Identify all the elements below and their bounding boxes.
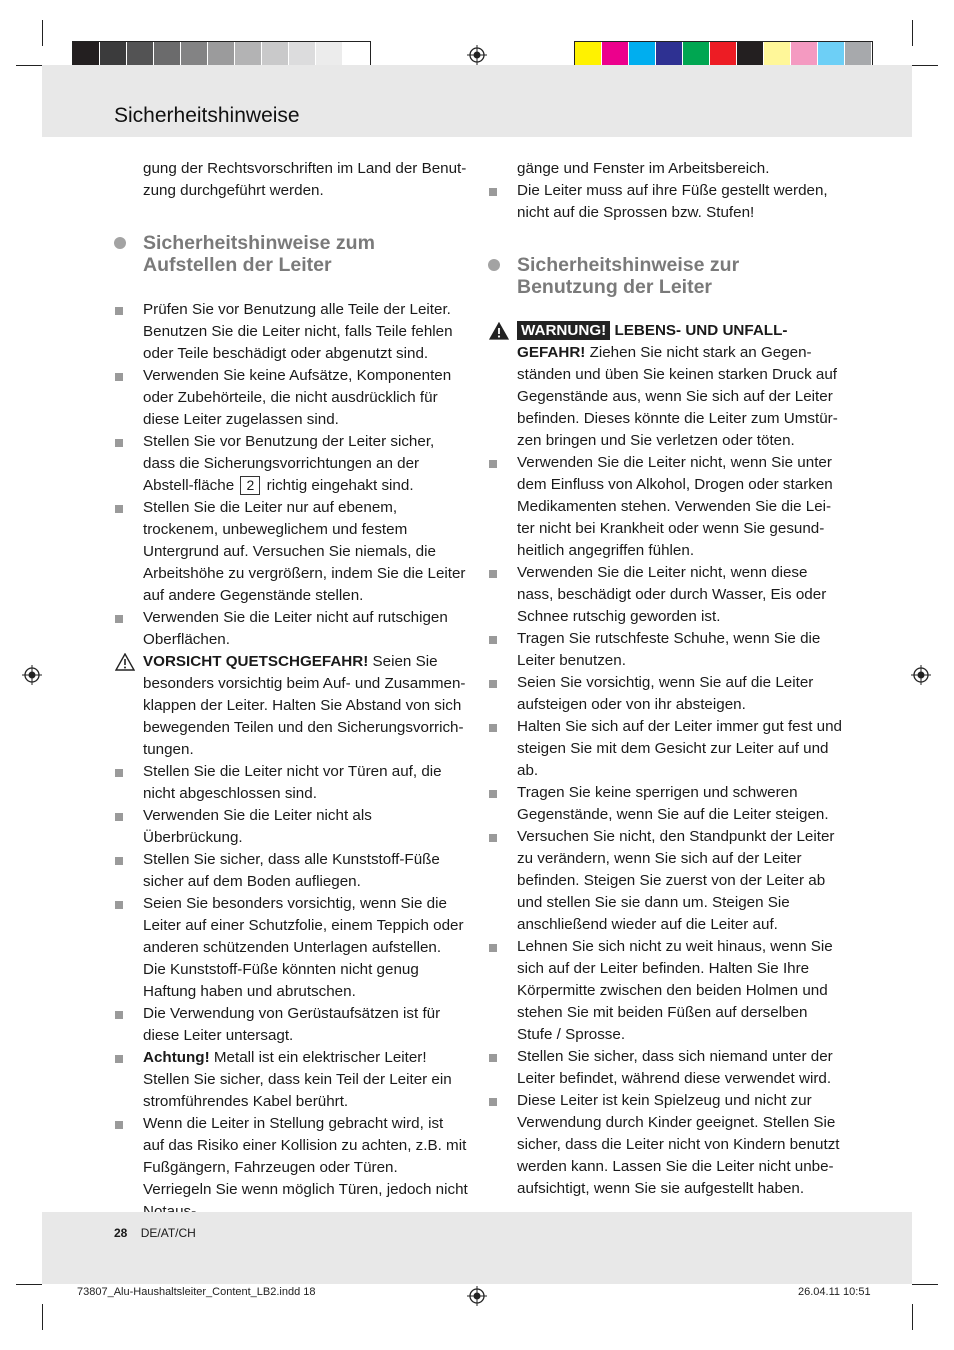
list-item: Die Leiter muss auf ihre Füße gestellt werden, nicht auf die Sprossen bzw. Stufen! [517, 180, 842, 224]
registration-mark-icon [911, 665, 931, 685]
list-item: Verwenden Sie die Leiter nicht auf rutschigen Oberflächen. [143, 607, 468, 651]
list-item: Prüfen Sie vor Benutzung alle Teile der Leiter. Benutzen Sie die Leiter nicht, falls Teile fehlen oder Teile beschädigt oder abgenutzt sind. [143, 299, 468, 365]
page-title: Sicherheitshinweise [114, 104, 300, 127]
page-number: 28 [114, 1226, 128, 1240]
left-column [143, 158, 468, 1223]
list-item: Verwenden Sie die Leiter nicht, wenn Sie unter dem Einfluss von Alkohol, Drogen oder starken Medikamenten stehen. Verwenden Sie die Lei-ter nicht bei Krankheit oder wenn Sie gesund-heitlich angegriffen fühlen. [517, 452, 842, 562]
page-footer [114, 1226, 196, 1240]
list-item: Seien Sie vorsichtig, wenn Sie auf die Leiter aufsteigen oder von ihr absteigen. [517, 672, 842, 716]
section-heading-setup: Sicherheitshinweise zum Aufstellen der Leiter [143, 232, 468, 276]
continued-text: gung der Rechtsvorschriften im Land der Benut-zung durchgeführt werden. [143, 160, 467, 199]
list-item [143, 431, 468, 497]
warning-block [517, 320, 842, 452]
continued-text: gänge und Fenster im Arbeitsbereich. [517, 160, 770, 177]
warning-text: Ziehen Sie nicht stark an Gegen-ständen und üben Sie keinen starken Druck auf Gegenstände aus, wenn Sie sich auf der Leiter befinden. Dieses könnte die Leiter zum Umstür-zen bringen und Sie verletzen oder töten. [517, 344, 838, 449]
attention-label: Achtung! [143, 1049, 210, 1066]
registration-mark-icon [467, 1286, 487, 1306]
list-item: Halten Sie sich auf der Leiter immer gut fest und steigen Sie mit dem Gesicht zur Leiter auf und ab. [517, 716, 842, 782]
list-item: Tragen Sie rutschfeste Schuhe, wenn Sie die Leiter benutzen. [517, 628, 842, 672]
list-item: Verwenden Sie die Leiter nicht, wenn diese nass, beschädigt oder durch Wasser, Eis oder Schnee rutschig geworden ist. [517, 562, 842, 628]
registration-mark-icon [467, 45, 487, 65]
list-item: Stellen Sie die Leiter nur auf ebenem, trockenem, unbeweglichem und festem Untergrund auf. Versuchen Sie niemals, die Arbeitshöhe zu vergrößern, indem Sie die Leiter auf andere Gegenstände stellen. [143, 497, 468, 607]
caution-label: VORSICHT QUETSCHGEFAHR! [143, 653, 369, 670]
attention-text: Metall ist ein elektrischer Leiter! Stellen Sie sicher, dass kein Teil der Leiter ein stromführendes Kabel berührt. [143, 1049, 452, 1110]
region-label: DE/AT/CH [140, 1226, 196, 1240]
list-item: Stellen Sie die Leiter nicht vor Türen auf, die nicht abgeschlossen sind. [143, 761, 468, 805]
section-heading-use: Sicherheitshinweise zur Benutzung der Leiter [517, 254, 842, 298]
list-item: Die Verwendung von Gerüstaufsätzen ist für diese Leiter untersagt. [143, 1003, 468, 1047]
right-column [517, 158, 842, 1200]
list-item: Lehnen Sie sich nicht zu weit hinaus, wenn Sie sich auf der Leiter befinden. Halten Sie Ihre Körpermitte zwischen den beiden Holmen und stehen Sie mit beiden Füßen auf derselben Stufe / Sprosse. [517, 936, 842, 1046]
warning-triangle-icon [115, 653, 135, 671]
warning-badge: WARNUNG! [517, 321, 610, 340]
list-item: Diese Leiter ist kein Spielzeug und nicht zur Verwendung durch Kinder geeignet. Stellen Sie sicher, dass die Leiter nicht von Kindern benutzt werden kann. Lassen Sie die Leiter nicht unbe-aufsichtigt, wenn Sie sie aufgestellt haben. [517, 1090, 842, 1200]
list-item-text: Stellen Sie vor Benutzung der Leiter sicher, dass die Sicherungsvorrichtungen an der Abstell-fläche [143, 433, 435, 494]
print-date: 26.04.11 10:51 [798, 1286, 871, 1298]
list-item: Seien Sie besonders vorsichtig, wenn Sie die Leiter auf einer Schutzfolie, einem Teppich oder anderen schützenden Unterlagen aufstellen. Die Kunststoff-Füße könnten nicht genug Haftung haben und abrutschen. [143, 893, 468, 1003]
list-item: Verwenden Sie keine Aufsätze, Komponenten oder Zubehörteile, die nicht ausdrücklich für diese Leiter zugelassen sind. [143, 365, 468, 431]
list-item: Stellen Sie sicher, dass alle Kunststoff-Füße sicher auf dem Boden aufliegen. [143, 849, 468, 893]
list-item-text: richtig eingehakt sind. [266, 477, 414, 494]
list-item: Stellen Sie sicher, dass sich niemand unter der Leiter befindet, während diese verwendet wird. [517, 1046, 842, 1090]
caution-text: Seien Sie besonders vorsichtig beim Auf- und Zusammen-klappen der Leiter. Halten Sie Abstand von sich bewegenden Teilen und den Sicherungsvorrich-tungen. [143, 653, 466, 758]
list-item: Versuchen Sie nicht, den Standpunkt der Leiter zu verändern, wenn Sie sich auf der Leiter befinden. Steigen Sie zuerst von der Leiter ab und stellen Sie sie dann um. Steigen Sie anschließend wieder auf die Leiter auf. [517, 826, 842, 936]
registration-mark-icon [22, 665, 42, 685]
caution-block [143, 651, 468, 761]
list-item: Verwenden Sie die Leiter nicht als Überbrückung. [143, 805, 468, 849]
list-item [143, 1047, 468, 1113]
list-item: Wenn die Leiter in Stellung gebracht wird, ist auf das Risiko einer Kollision zu achten, z.B. mit Fußgängern, Fahrzeugen oder Türen. Verriegeln Sie wenn möglich Türen, jedoch nicht [143, 1113, 468, 1223]
warning-triangle-icon [489, 322, 509, 340]
print-file-name: 73807_Alu-Haushaltsleiter_Content_LB2.indd 18 [77, 1286, 316, 1298]
list-item: Tragen Sie keine sperrigen und schweren Gegenstände, wenn Sie auf die Leiter steigen. [517, 782, 842, 826]
part-number-box: 2 [240, 476, 260, 495]
footer-band [42, 1212, 912, 1284]
warning-label: LEBENS- UND UNFALL-GEFAHR! [517, 322, 788, 361]
